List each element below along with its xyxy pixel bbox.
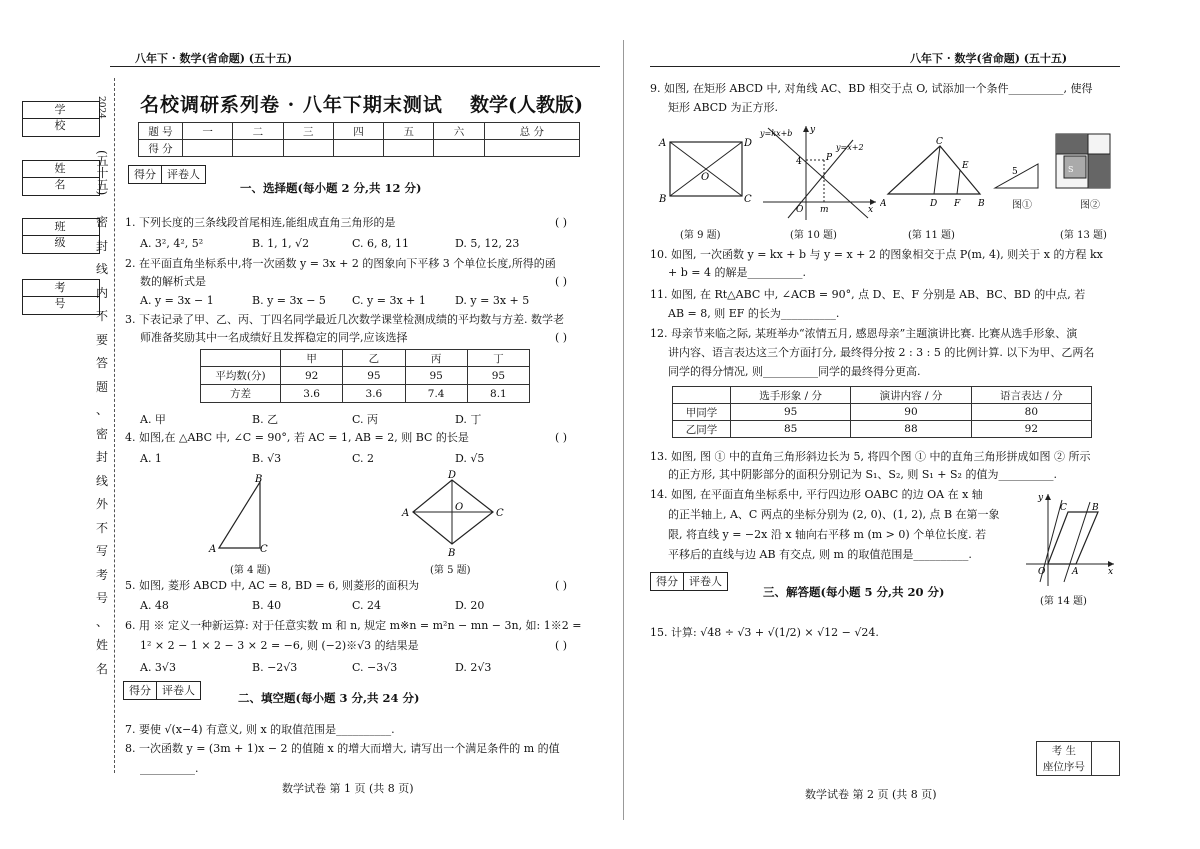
- title-sub: 数学(人教版): [470, 94, 583, 116]
- fig10-line1-label: y=kx+b: [760, 129, 793, 138]
- q3-r2-cell-2: 3.6: [343, 385, 405, 403]
- q5-caption: (第 5 题): [430, 565, 471, 576]
- year-vertical: 2024: [96, 96, 106, 119]
- q12-line3: 同学的得分情况, 则__________同学的最终得分更高.: [668, 365, 921, 378]
- q4-figure: [205, 470, 275, 558]
- q10-caption: (第 10 题): [790, 230, 837, 241]
- fig1-label: 图①: [1012, 200, 1032, 211]
- score-header-cell-0: 题 号: [139, 123, 183, 140]
- svg-text:B: B: [255, 474, 263, 485]
- q4-option-d: D. √5: [455, 452, 485, 465]
- svg-text:O: O: [701, 172, 710, 183]
- q12-r2-cell-0: 乙同学: [673, 421, 731, 438]
- q14-caption: (第 14 题): [1040, 596, 1087, 607]
- fig10-origin-label: O: [796, 205, 804, 215]
- q9-figure: [655, 130, 755, 210]
- grader-box-1: 得分 评卷人: [128, 165, 206, 184]
- q11-line2: AB = 8, 则 EF 的长为__________.: [668, 307, 840, 320]
- code-vertical: (五十五): [95, 150, 109, 196]
- fig10-point-label: P: [826, 153, 833, 163]
- q4-option-c: C. 2: [352, 452, 375, 465]
- svg-text:S: S: [1068, 165, 1074, 174]
- q1-option-a: A. 3², 4², 5²: [140, 237, 204, 250]
- svg-text:C: C: [1060, 503, 1067, 513]
- q12-r2-cell-1: 85: [731, 421, 851, 438]
- seal-char: 线: [95, 262, 108, 276]
- q3-option-d: D. 丁: [455, 413, 482, 426]
- q13-line2: 的正方形, 其中阴影部分的面积分别记为 S₁、S₂, 则 S₁ + S₂ 的值为__________.: [668, 468, 1057, 481]
- seal-char: 密: [95, 215, 108, 229]
- q5-option-d: D. 20: [455, 599, 485, 612]
- seal-char: 姓: [95, 638, 108, 652]
- q6-line1: 6. 用 ※ 定义一种新运算: 对于任意实数 m 和 n, 规定 m※n = m²n − mn − 3n, 如: 1※2 =: [125, 619, 582, 632]
- svg-text:B: B: [1092, 503, 1099, 513]
- q2-line2: 数的解析式是: [140, 275, 206, 288]
- q1-option-b: B. 1, 1, √2: [252, 237, 310, 250]
- q10-line2: + b = 4 的解是__________.: [668, 266, 806, 279]
- q4-option-b: B. √3: [252, 452, 282, 465]
- q12-head-cell-0: [673, 387, 731, 404]
- q3-head-cell-1: 甲: [281, 350, 343, 367]
- section-2-title: 二、填空题(每小题 3 分,共 24 分): [238, 691, 420, 705]
- svg-text:C: C: [936, 137, 943, 147]
- q12-r1-cell-0: 甲同学: [673, 404, 731, 421]
- page-divider: [623, 40, 624, 820]
- seal-char: 考: [95, 567, 108, 582]
- q5-figure: [395, 470, 515, 558]
- svg-text:B: B: [448, 548, 456, 558]
- q3-table: [200, 349, 530, 403]
- q6-option-b: B. −2√3: [252, 661, 298, 674]
- q4-caption: (第 4 题): [230, 565, 271, 576]
- q5-text: 5. 如图, 菱形 ABCD 中, AC = 8, BD = 6, 则菱形的面积为: [125, 579, 420, 592]
- q3-head-cell-0: [201, 350, 281, 367]
- seal-char: 题: [95, 379, 108, 394]
- q3-r2-cell-1: 3.6: [281, 385, 343, 403]
- seal-char: 内: [95, 285, 108, 300]
- q14-figure: [1018, 490, 1118, 590]
- school-box: 学 校: [22, 101, 100, 137]
- title-main: 名校调研系列卷 · 八年下期末测试: [140, 94, 443, 116]
- q4-text: 4. 如图,在 △ABC 中, ∠C = 90°, 若 AC = 1, AB = 2, 则 BC 的长是: [125, 431, 469, 444]
- q3-head-cell-2: 乙: [343, 350, 405, 367]
- q3-r1-cell-4: 95: [467, 367, 529, 385]
- svg-text:A: A: [659, 138, 667, 149]
- q1-option-d: D. 5, 12, 23: [455, 237, 520, 250]
- q3-paren: ( ): [555, 331, 568, 344]
- q15-text: 15. 计算: √48 ÷ √3 + √(1/2) × √12 − √24.: [650, 626, 879, 639]
- header-rule-left: [110, 66, 600, 67]
- q4-option-a: A. 1: [140, 452, 162, 465]
- q5-paren: ( ): [555, 579, 568, 592]
- q2-line1: 2. 在平面直角坐标系中,将一次函数 y = 3x + 2 的图象向下平移 3 个单位长度,所得的函: [125, 257, 556, 270]
- score-header-cell-4: 四: [333, 123, 383, 140]
- fig10-four-label: 4: [796, 157, 802, 167]
- name-box: 姓 名: [22, 160, 100, 196]
- q14-line3: 限, 将直线 y = −2x 沿 x 轴向右平移 m (m > 0) 个单位长度. 若: [668, 528, 987, 541]
- q3-r2-cell-4: 8.1: [467, 385, 529, 403]
- score-label: 得 分: [139, 140, 183, 157]
- svg-text:y: y: [1038, 493, 1044, 503]
- svg-text:D: D: [930, 199, 938, 209]
- fig2-label: 图②: [1080, 200, 1100, 211]
- q12-r2-cell-2: 88: [851, 421, 971, 438]
- q8-line2: __________.: [140, 762, 199, 775]
- q5-option-a: A. 48: [140, 599, 169, 612]
- q14-line2: 的正半轴上, A、C 两点的坐标分别为 (2, 0)、(1, 2), 点 B 在第一象: [668, 508, 1000, 521]
- q6-option-c: C. −3√3: [352, 661, 398, 674]
- q7-text: 7. 要使 √(x−4) 有意义, 则 x 的取值范围是__________.: [125, 723, 395, 736]
- q9-caption: (第 9 题): [680, 230, 721, 241]
- q3-line1: 3. 下表记录了甲、乙、丙、丁四名同学最近几次数学课堂检测成绩的平均数与方差. 数学老: [125, 313, 564, 326]
- q11-caption: (第 11 题): [908, 230, 955, 241]
- q6-option-d: D. 2√3: [455, 661, 492, 674]
- q12-head-cell-1: 选手形象 / 分: [731, 387, 851, 404]
- svg-text:E: E: [962, 161, 969, 171]
- seal-char: 封: [95, 238, 108, 253]
- q12-r1-cell-3: 80: [971, 404, 1091, 421]
- svg-text:A: A: [880, 199, 887, 209]
- seal-char: 名: [95, 661, 108, 676]
- section-3-title: 三、解答题(每小题 5 分,共 20 分): [763, 585, 945, 599]
- grader-box-3: 得分 评卷人: [650, 572, 728, 591]
- svg-text:C: C: [496, 508, 504, 519]
- q3-r1-cell-0: 平均数(分): [201, 367, 281, 385]
- score-header-cell-2: 二: [233, 123, 283, 140]
- svg-text:O: O: [455, 502, 464, 513]
- seal-char: 封: [95, 450, 108, 464]
- q2-option-c: C. y = 3x + 1: [352, 294, 426, 307]
- q13-caption: (第 13 题): [1060, 230, 1107, 241]
- svg-text:B: B: [659, 194, 667, 205]
- q13-line1: 13. 如图, 图 ① 中的直角三角形斜边长为 5, 将四个图 ① 中的直角三角形拼成如图 ② 所示: [650, 450, 1091, 463]
- q1-paren: ( ): [555, 216, 568, 229]
- svg-text:D: D: [448, 470, 457, 481]
- q9-line2: 矩形 ABCD 为正方形.: [668, 101, 778, 114]
- seal-char: 外: [95, 497, 108, 511]
- q4-paren: ( ): [555, 431, 568, 444]
- q3-r1-cell-2: 95: [343, 367, 405, 385]
- header-right: 八年下 · 数学(省命题) (五十五): [910, 52, 1068, 65]
- q1-text: 1. 下列长度的三条线段首尾相连,能组成直角三角形的是: [125, 216, 396, 229]
- q11-figure: [880, 132, 990, 212]
- fig10-m-label: m: [820, 205, 829, 215]
- q1-option-c: C. 6, 8, 11: [352, 237, 409, 250]
- q6-line2: 1² × 2 − 1 × 2 − 3 × 2 = −6, 则 (−2)※√3 的结果是: [140, 639, 419, 652]
- number-box: 考 号: [22, 279, 100, 315]
- q10-line1: 10. 如图, 一次函数 y = kx + b 与 y = x + 2 的图象相交于点 P(m, 4), 则关于 x 的方程 kx: [650, 248, 1103, 261]
- fig10-y-label: y: [810, 125, 816, 135]
- q12-r1-cell-1: 95: [731, 404, 851, 421]
- section-1-title: 一、选择题(每小题 2 分,共 12 分): [240, 181, 422, 195]
- header-rule-right: [650, 66, 1120, 67]
- score-header-cell-7: 总 分: [484, 123, 579, 140]
- grader-box-2: 得分 评卷人: [123, 681, 201, 700]
- q3-head-cell-4: 丁: [467, 350, 529, 367]
- score-header-cell-5: 五: [384, 123, 434, 140]
- q3-r1-cell-1: 92: [281, 367, 343, 385]
- q5-option-c: C. 24: [352, 599, 382, 612]
- q5-option-b: B. 40: [252, 599, 282, 612]
- q2-option-d: D. y = 3x + 5: [455, 294, 530, 307]
- svg-text:5: 5: [1012, 167, 1018, 177]
- q3-line2: 师准备奖励其中一名成绩好且发挥稳定的同学,应该选择: [140, 331, 408, 344]
- seal-char: 不: [95, 309, 108, 323]
- q3-option-b: B. 乙: [252, 413, 279, 426]
- seal-char: 要: [95, 332, 108, 347]
- svg-text:C: C: [744, 194, 752, 205]
- q2-paren: ( ): [555, 275, 568, 288]
- q12-line1: 12. 母亲节来临之际, 某班举办“浓情五月, 感恩母亲”主题演讲比赛. 比赛从选手形象、演: [650, 327, 1078, 340]
- q3-r2-cell-3: 7.4: [405, 385, 467, 403]
- q14-line1: 14. 如图, 在平面直角坐标系中, 平行四边形 OABC 的边 OA 在 x 轴: [650, 488, 983, 501]
- q6-paren: ( ): [555, 639, 568, 652]
- seal-char: 线: [95, 473, 108, 488]
- q8-line1: 8. 一次函数 y = (3m + 1)x − 2 的值随 x 的增大而增大, 请写出一个满足条件的 m 的值: [125, 742, 560, 755]
- seal-char: 、: [95, 403, 108, 417]
- svg-text:A: A: [402, 508, 410, 519]
- q3-head-cell-3: 丙: [405, 350, 467, 367]
- q3-option-c: C. 丙: [352, 413, 379, 426]
- fig10-line2-label: y=x+2: [836, 143, 864, 152]
- q3-option-a: A. 甲: [140, 413, 166, 426]
- svg-text:A: A: [209, 544, 217, 555]
- score-header-cell-6: 六: [434, 123, 484, 140]
- seal-char: 号: [95, 591, 108, 605]
- q11-line1: 11. 如图, 在 Rt△ABC 中, ∠ACB = 90°, 点 D、E、F 分别是 AB、BC、BD 的中点, 若: [650, 288, 1086, 301]
- score-header-cell-1: 一: [183, 123, 233, 140]
- fig10-x-label: x: [868, 205, 874, 215]
- q9-line1: 9. 如图, 在矩形 ABCD 中, 对角线 AC、BD 相交于点 O, 试添加一个条件__________, 使得: [650, 82, 1093, 95]
- q12-head-cell-2: 演讲内容 / 分: [851, 387, 971, 404]
- binding-line: [114, 78, 115, 773]
- q6-option-a: A. 3√3: [140, 661, 176, 674]
- seal-char: 、: [95, 614, 108, 629]
- seal-line-warning: [94, 215, 110, 685]
- q2-option-a: A. y = 3x − 1: [140, 294, 214, 307]
- seal-char: 写: [95, 544, 108, 558]
- seat-number-box: 考 生 座位序号: [1036, 741, 1120, 776]
- q2-option-b: B. y = 3x − 5: [252, 294, 326, 307]
- class-box: 班 级: [22, 218, 100, 254]
- score-table: [138, 122, 580, 157]
- svg-text:A: A: [1072, 567, 1079, 577]
- q3-r1-cell-3: 95: [405, 367, 467, 385]
- seal-char: 密: [95, 426, 108, 441]
- header-left: 八年下 · 数学(省命题) (五十五): [135, 52, 293, 65]
- q13-figure: [990, 130, 1122, 210]
- q3-r2-cell-0: 方差: [201, 385, 281, 403]
- seal-char: 答: [95, 356, 108, 370]
- q12-r2-cell-3: 92: [971, 421, 1091, 438]
- svg-text:C: C: [260, 544, 268, 555]
- q12-line2: 讲内容、语言表达这三个方面打分, 最终得分按 2 : 3 : 5 的比例计算. 以下为甲、乙两名: [668, 346, 1095, 359]
- svg-text:x: x: [1108, 567, 1114, 577]
- seal-char: 不: [95, 520, 108, 535]
- q12-table: [672, 386, 1092, 438]
- footer-left: 数学试卷 第 1 页 (共 8 页): [282, 782, 414, 795]
- q10-figure: [758, 122, 880, 222]
- q12-head-cell-3: 语言表达 / 分: [971, 387, 1091, 404]
- svg-text:F: F: [954, 199, 961, 209]
- svg-text:B: B: [978, 199, 985, 209]
- score-header-cell-3: 三: [283, 123, 333, 140]
- q12-r1-cell-2: 90: [851, 404, 971, 421]
- svg-text:O: O: [1038, 567, 1046, 577]
- q14-line4: 平移后的直线与边 AB 有交点, 则 m 的取值范围是__________.: [668, 548, 972, 561]
- svg-text:D: D: [744, 138, 753, 149]
- footer-right: 数学试卷 第 2 页 (共 8 页): [805, 788, 937, 801]
